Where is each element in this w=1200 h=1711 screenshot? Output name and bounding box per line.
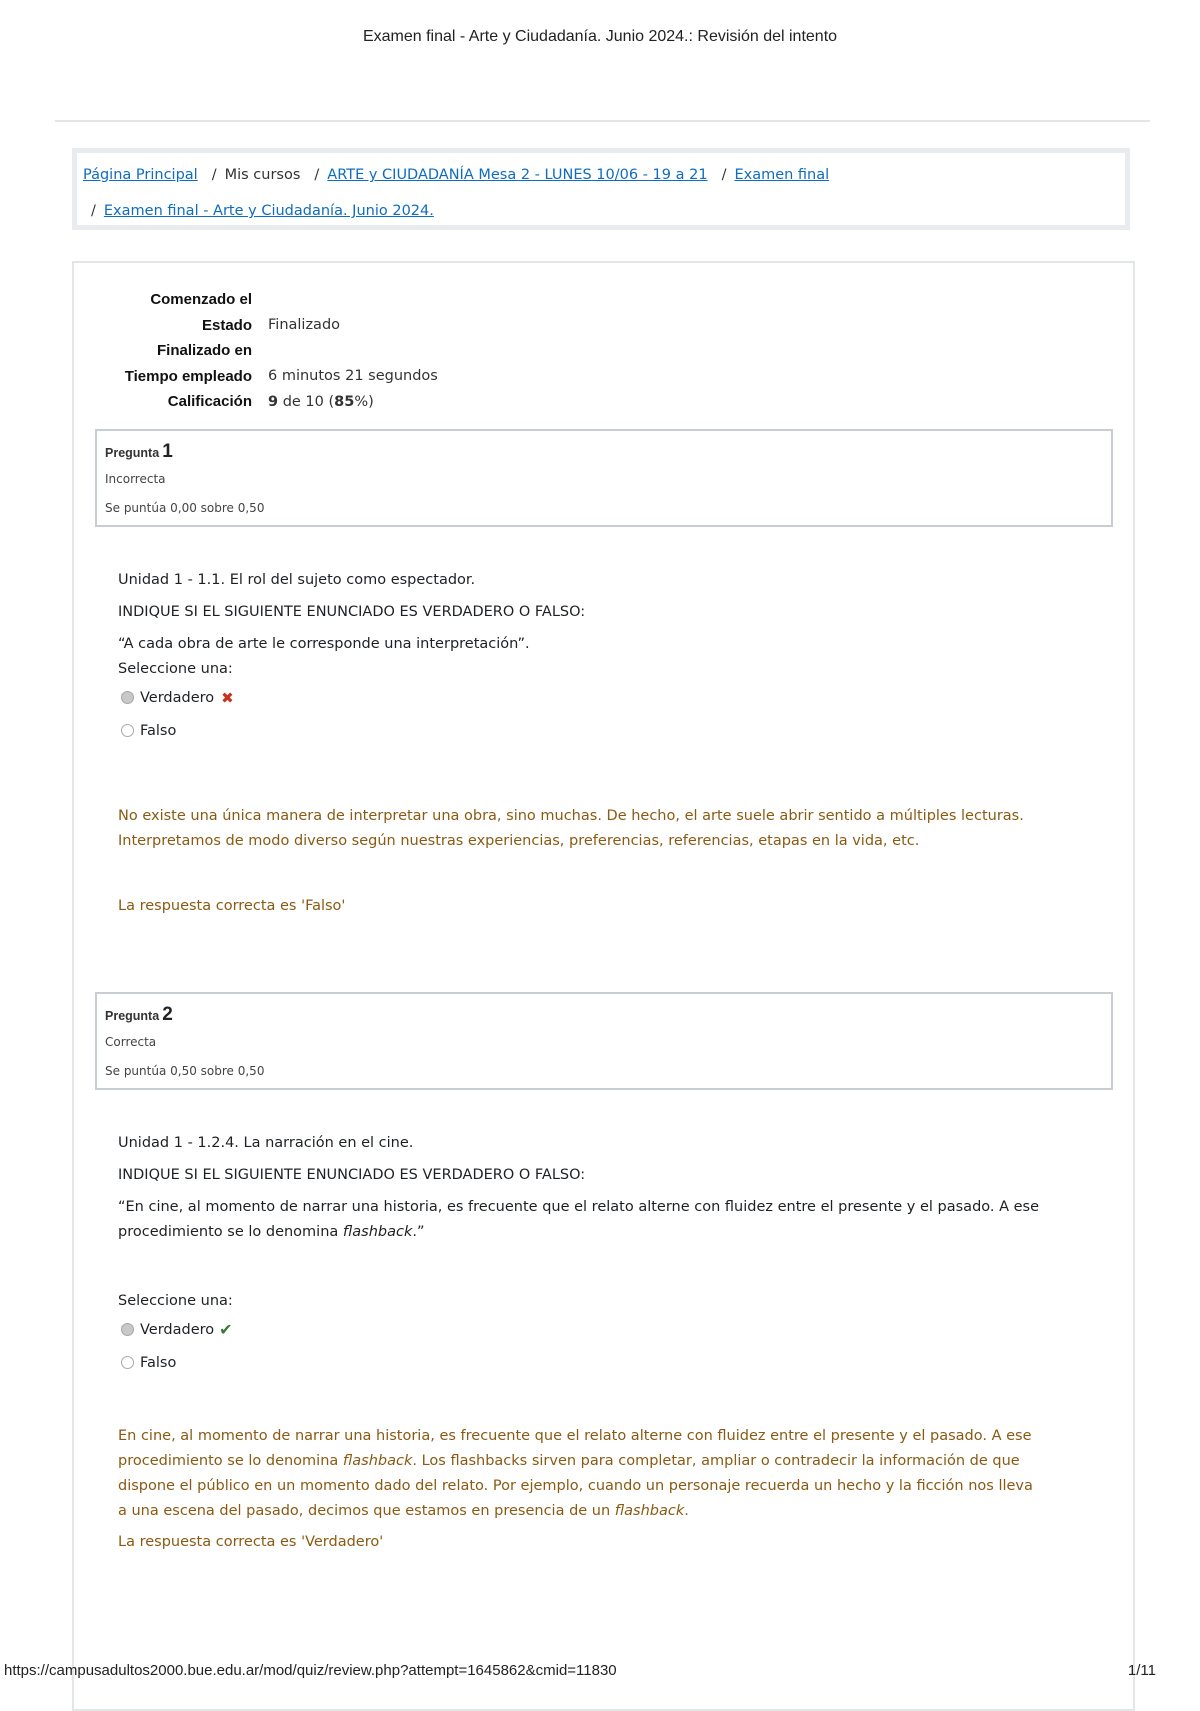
option-label: Falso xyxy=(140,1354,177,1371)
correct-check-icon: ✔ xyxy=(219,1320,233,1339)
grade-score: 9 xyxy=(268,393,279,410)
question-label: Pregunta xyxy=(105,1009,160,1023)
question-instruction: INDIQUE SI EL SIGUIENTE ENUNCIADO ES VERDADERO O FALSO: xyxy=(118,604,586,620)
grade-suffix: %) xyxy=(354,393,374,410)
question-2-info xyxy=(95,992,1113,1090)
summary-row-state xyxy=(100,313,700,339)
question-instruction: INDIQUE SI EL SIGUIENTE ENUNCIADO ES VERDADERO O FALSO: xyxy=(118,1167,586,1183)
print-header-title: Examen final - Arte y Ciudadanía. Junio 2024.: Revisión del intento xyxy=(362,28,838,45)
feedback-line xyxy=(118,1449,1098,1474)
grade-of: de 10 ( xyxy=(278,393,335,410)
summary-row-finished xyxy=(100,338,700,364)
feedback-text: procedimiento se lo denomina xyxy=(118,1453,343,1469)
answer-option-falso[interactable] xyxy=(118,714,1098,747)
summary-row-grade xyxy=(100,389,700,415)
breadcrumb-course-link[interactable]: ARTE y CIUDADANÍA Mesa 2 - LUNES 10/06 - 19 a 21 xyxy=(327,167,708,183)
option-label: Verdadero xyxy=(140,689,215,706)
feedback-line: En cine, al momento de narrar una historia, es frecuente que el relato alterne con fluidez entre el presente y el pasado. A ese xyxy=(118,1428,1032,1444)
summary-value: Finalizado xyxy=(268,317,341,334)
question-state: Correcta xyxy=(105,1035,157,1049)
question-2-content xyxy=(118,1131,1098,1555)
summary-label: Calificación xyxy=(167,393,252,411)
question-unit: Unidad 1 - 1.2.4. La narración en el cine. xyxy=(118,1135,414,1151)
statement-text: .” xyxy=(412,1224,425,1240)
grade-percent: 85 xyxy=(334,393,355,410)
statement-text: procedimiento se lo denomina xyxy=(118,1224,343,1240)
radio-selected[interactable] xyxy=(121,1323,134,1336)
answer-option-falso[interactable] xyxy=(118,1346,1098,1379)
feedback-text: . xyxy=(684,1503,689,1519)
breadcrumb xyxy=(72,148,1130,230)
summary-value: 6 minutos 21 segundos xyxy=(268,368,438,385)
select-one-label: Seleccione una: xyxy=(118,1293,233,1309)
question-1-info xyxy=(95,429,1113,527)
breadcrumb-separator: / xyxy=(211,167,217,183)
question-number xyxy=(105,1004,173,1026)
attempt-summary-table xyxy=(100,287,700,415)
print-footer-page-number: 1/11 xyxy=(1127,1662,1156,1679)
statement-emphasis: flashback xyxy=(342,1224,413,1240)
feedback-emphasis: flashback xyxy=(614,1503,685,1519)
incorrect-icon: ✖ xyxy=(221,688,234,707)
question-1-content xyxy=(118,568,1098,919)
question-state: Incorrecta xyxy=(105,472,166,486)
question-statement-line: “En cine, al momento de narrar una historia, es frecuente que el relato alterne con fluidez entre el presente y el pasado. A ese xyxy=(118,1199,1040,1215)
question-number-value: 2 xyxy=(162,1004,173,1025)
answer-option-verdadero[interactable] xyxy=(118,681,1098,714)
question-statement-line xyxy=(118,1220,1098,1245)
general-feedback xyxy=(118,1424,1098,1524)
summary-label: Comenzado el xyxy=(150,291,252,309)
feedback-emphasis: flashback xyxy=(342,1453,413,1469)
option-label: Verdadero xyxy=(140,1321,215,1338)
radio-unselected[interactable] xyxy=(121,1356,134,1369)
breadcrumb-quiz-link[interactable]: Examen final - Arte y Ciudadanía. Junio 2024. xyxy=(103,203,434,219)
summary-label: Finalizado en xyxy=(156,342,252,360)
feedback-line: No existe una única manera de interpretar una obra, sino muchas. De hecho, el arte suele abrir sentido a múltiples lecturas. xyxy=(118,808,1024,824)
header-divider xyxy=(55,120,1150,122)
feedback-text: . Los flashbacks sirven para completar, ampliar o contradecir la información de que xyxy=(412,1453,1020,1469)
breadcrumb-separator: / xyxy=(91,203,96,219)
breadcrumb-separator: / xyxy=(314,167,320,183)
answer-option-verdadero[interactable] xyxy=(118,1313,1098,1346)
right-answer: La respuesta correcta es 'Verdadero' xyxy=(118,1534,384,1550)
feedback-line xyxy=(118,1499,1098,1524)
summary-row-time xyxy=(100,364,700,390)
question-statement: “A cada obra de arte le corresponde una interpretación”. xyxy=(118,636,530,652)
right-answer: La respuesta correcta es 'Falso' xyxy=(118,898,346,914)
feedback-line: dispone el público en un momento dado del relato. Por ejemplo, cuando un personaje recuerda un hecho y la ficción nos lleva xyxy=(118,1478,1033,1494)
summary-label: Tiempo empleado xyxy=(124,367,252,385)
breadcrumb-section-link[interactable]: Examen final xyxy=(734,167,830,183)
question-label: Pregunta xyxy=(105,446,160,460)
feedback-line: Interpretamos de modo diverso según nuestras experiencias, preferencias, referencias, etapas en la vida, etc. xyxy=(118,833,920,849)
summary-value xyxy=(252,394,374,410)
radio-unselected[interactable] xyxy=(121,724,134,737)
breadcrumb-home-link[interactable]: Página Principal xyxy=(83,167,198,183)
breadcrumb-my-courses: Mis cursos xyxy=(224,167,301,183)
question-grade: Se puntúa 0,50 sobre 0,50 xyxy=(105,1064,265,1078)
summary-row-started xyxy=(100,287,700,313)
feedback-text: a una escena del pasado, decimos que estamos en presencia de un xyxy=(118,1503,615,1519)
breadcrumb-separator: / xyxy=(721,167,727,183)
option-label: Falso xyxy=(140,722,177,739)
question-number xyxy=(105,441,173,463)
question-grade: Se puntúa 0,00 sobre 0,50 xyxy=(105,501,265,515)
question-number-value: 1 xyxy=(162,441,173,462)
general-feedback xyxy=(118,804,1098,854)
summary-label: Estado xyxy=(201,316,252,334)
question-unit: Unidad 1 - 1.1. El rol del sujeto como espectador. xyxy=(118,572,476,588)
select-one-label: Seleccione una: xyxy=(118,661,233,677)
radio-selected[interactable] xyxy=(121,691,134,704)
print-footer-url: https://campusadultos2000.bue.edu.ar/mod/quiz/review.php?attempt=1645862&cmid=11830 xyxy=(4,1662,617,1679)
